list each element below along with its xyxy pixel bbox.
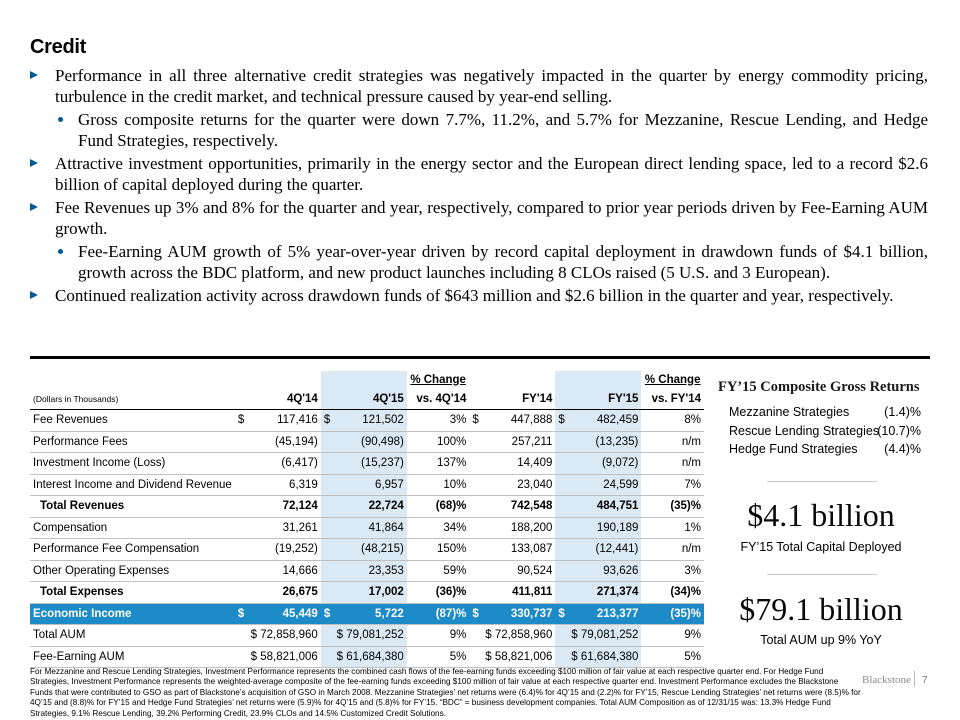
units-label: (Dollars in Thousands) — [30, 388, 235, 410]
table-cell: 8% — [641, 410, 704, 432]
bullet-text: Fee Revenues up 3% and 8% for the quarter and year, respectively, compared to prior year periods driven by Fee-Earning AUM growth. — [55, 198, 928, 238]
table-cell: 34% — [407, 517, 470, 539]
section-divider — [30, 356, 930, 359]
column-header: vs. 4Q'14 — [407, 388, 470, 410]
table-cell: (13,235) — [568, 431, 641, 453]
table-cell: 9% — [641, 625, 704, 647]
divider-line — [767, 574, 877, 575]
table-cell: n/m — [641, 431, 704, 453]
table-cell — [469, 539, 482, 561]
table-cell: 6,319 — [248, 474, 321, 496]
column-header: FY'15 — [555, 388, 641, 410]
table-cell: 411,811 — [482, 582, 555, 604]
sub-bullet-item — [30, 241, 928, 283]
bullet-list — [30, 65, 928, 308]
table-cell: (6,417) — [248, 453, 321, 475]
row-label: Total AUM — [30, 625, 235, 647]
table-cell: 121,502 — [334, 410, 407, 432]
table-cell — [555, 431, 568, 453]
total-aum-stat: $79.1 billion — [739, 591, 903, 627]
dot-bullet-icon — [58, 117, 63, 122]
bullet-text: Continued realization activity across drawdown funds of $643 million and $2.6 billion in the quarter and year, respectively. — [55, 286, 894, 305]
table-cell: $ 58,821,006 — [482, 646, 555, 668]
bullet-item — [30, 65, 928, 107]
table-cell: $ — [235, 410, 248, 432]
table-row — [30, 453, 704, 475]
table-cell — [235, 625, 248, 647]
table-cell — [235, 431, 248, 453]
table-cell — [321, 560, 334, 582]
pct-change-header: % Change — [410, 373, 466, 386]
table-cell: 484,751 — [568, 496, 641, 518]
table-cell — [235, 539, 248, 561]
table-cell: (34)% — [641, 582, 704, 604]
return-row — [729, 442, 925, 456]
table-cell: 133,087 — [482, 539, 555, 561]
table-cell: $ — [321, 603, 334, 625]
table-cell: 31,261 — [248, 517, 321, 539]
row-label: Fee Revenues — [30, 410, 235, 432]
table-cell: 23,353 — [334, 560, 407, 582]
table-cell: 190,189 — [568, 517, 641, 539]
table-cell: 72,124 — [248, 496, 321, 518]
table-cell — [321, 431, 334, 453]
table-cell — [469, 582, 482, 604]
bullet-text: Attractive investment opportunities, primarily in the energy sector and the European direct lending space, led to a record $2.6 billion of capital deployed during the quarter. — [55, 154, 928, 194]
table-cell — [555, 496, 568, 518]
footnote: For Mezzanine and Rescue Lending Strategies, Investment Performance represents the combined cash flows of the fee-earning funds exceeding $100 million of fair value at each respective quarter end. For Hedge Fund Strategies, Investment Performance represents the weighted-average composite of the fee-earning funds exceeding $100 million of fair value at each respective quarter end. Investment Performance excludes the Blackstone Funds that were contributed to GSO as part of Blackstone’s acquisition of GSO in March 2008. Mezzanine Strategies’ net returns were (6.4)% for 4Q’15 and (2.2)% for FY’15, Rescue Lending Strategies’ net returns were (8.5)% for 4Q’15 and (8.8)% for FY’15 and Hedge Fund Strategies’ net returns were (5.9)% for 4Q’15 and (5.8)% for FY’15. “BDC” = business development companies. Total AUM Composition as of 12/31/15 was: 13.3% Hedge Fund Strategies, 9.1% Rescue Lending, 39.2% Performing Credit, 23.9% CLOs and 14.5% Customized Credit Solutions. — [30, 667, 861, 718]
table-row — [30, 496, 704, 518]
table-cell: 3% — [407, 410, 470, 432]
table-cell — [555, 539, 568, 561]
table-cell: $ 61,684,380 — [334, 646, 407, 668]
table-cell: $ 58,821,006 — [248, 646, 321, 668]
table-cell: $ 72,858,960 — [482, 625, 555, 647]
page-title: Credit — [30, 36, 86, 58]
table-cell: 24,599 — [568, 474, 641, 496]
row-label: Fee-Earning AUM — [30, 646, 235, 668]
table-cell: 14,409 — [482, 453, 555, 475]
table-cell: $ 79,081,252 — [568, 625, 641, 647]
table-cell: (12,441) — [568, 539, 641, 561]
row-label: Investment Income (Loss) — [30, 453, 235, 475]
bullet-item — [30, 153, 928, 195]
table-cell — [321, 474, 334, 496]
table-cell: 271,374 — [568, 582, 641, 604]
table-cell: 5% — [407, 646, 470, 668]
table-cell — [321, 646, 334, 668]
table-cell — [555, 646, 568, 668]
table-row — [30, 560, 704, 582]
triangle-bullet-icon — [30, 203, 38, 211]
table-cell — [321, 539, 334, 561]
table-cell: $ — [469, 410, 482, 432]
table-cell — [469, 560, 482, 582]
table-cell: 447,888 — [482, 410, 555, 432]
return-row — [729, 424, 925, 438]
table-cell: $ 79,081,252 — [334, 625, 407, 647]
table-cell — [321, 582, 334, 604]
table-cell: 3% — [641, 560, 704, 582]
dot-bullet-icon — [58, 249, 63, 254]
page-number: 7 — [922, 675, 928, 686]
table-row — [30, 625, 704, 647]
capital-deployed-stat: $4.1 billion — [747, 497, 895, 533]
table-cell: (15,237) — [334, 453, 407, 475]
table-cell: 41,864 — [334, 517, 407, 539]
table-cell: 90,524 — [482, 560, 555, 582]
table-cell — [235, 453, 248, 475]
table-cell — [235, 582, 248, 604]
table-header-row — [30, 388, 704, 410]
table-cell: 22,724 — [334, 496, 407, 518]
table-cell: n/m — [641, 539, 704, 561]
row-label: Performance Fee Compensation — [30, 539, 235, 561]
table-cell — [235, 496, 248, 518]
bullet-item — [30, 197, 928, 239]
table-cell: (35)% — [641, 496, 704, 518]
table-cell — [555, 517, 568, 539]
row-label: Other Operating Expenses — [30, 560, 235, 582]
table-cell — [469, 517, 482, 539]
table-cell — [469, 646, 482, 668]
table-cell: 330,737 — [482, 603, 555, 625]
table-cell — [555, 582, 568, 604]
return-row — [729, 405, 925, 419]
table-cell: $ — [469, 603, 482, 625]
table-row — [30, 431, 704, 453]
brand-divider — [914, 671, 915, 687]
total-aum-caption: Total AUM up 9% YoY — [760, 633, 882, 647]
table-cell — [469, 474, 482, 496]
table-cell: 9% — [407, 625, 470, 647]
row-label: Compensation — [30, 517, 235, 539]
table-cell — [469, 453, 482, 475]
table-cell — [555, 560, 568, 582]
table-row — [30, 582, 704, 604]
table-cell: $ 72,858,960 — [248, 625, 321, 647]
return-value: (4.4)% — [884, 442, 921, 456]
return-label: Hedge Fund Strategies — [729, 442, 858, 456]
table-cell — [555, 453, 568, 475]
return-value: (10.7)% — [877, 424, 921, 438]
table-cell: 45,449 — [248, 603, 321, 625]
return-label: Mezzanine Strategies — [729, 405, 850, 419]
table-cell — [321, 496, 334, 518]
table-cell: $ — [321, 410, 334, 432]
table-cell: (48,215) — [334, 539, 407, 561]
table-cell: 150% — [407, 539, 470, 561]
table-cell: $ — [235, 603, 248, 625]
table-row — [30, 517, 704, 539]
table-cell: 23,040 — [482, 474, 555, 496]
return-value: (1.4)% — [884, 405, 921, 419]
table-cell — [321, 625, 334, 647]
table-cell: (87)% — [407, 603, 470, 625]
table-cell — [235, 474, 248, 496]
brand-logo: Blackstone — [862, 674, 911, 686]
table-cell: 5,722 — [334, 603, 407, 625]
table-cell: 742,548 — [482, 496, 555, 518]
table-cell: 26,675 — [248, 582, 321, 604]
table-cell — [469, 496, 482, 518]
table-cell — [235, 517, 248, 539]
table-cell: 7% — [641, 474, 704, 496]
table-cell — [321, 517, 334, 539]
table-cell: $ — [555, 603, 568, 625]
table-cell — [235, 646, 248, 668]
table-row — [30, 539, 704, 561]
table-cell: (45,194) — [248, 431, 321, 453]
table-cell: 1% — [641, 517, 704, 539]
table-cell: 482,459 — [568, 410, 641, 432]
table-row — [30, 410, 704, 432]
triangle-bullet-icon — [30, 291, 38, 299]
table-cell: (35)% — [641, 603, 704, 625]
returns-title: FY’15 Composite Gross Returns — [718, 379, 920, 395]
column-header: FY'14 — [469, 388, 555, 410]
triangle-bullet-icon — [30, 71, 38, 79]
table-row — [30, 603, 704, 625]
table-cell: (9,072) — [568, 453, 641, 475]
table-cell: (90,498) — [334, 431, 407, 453]
table-cell: 17,002 — [334, 582, 407, 604]
bullet-item — [30, 285, 928, 306]
table-cell: n/m — [641, 453, 704, 475]
table-cell: (36)% — [407, 582, 470, 604]
divider-line — [767, 481, 877, 482]
bullet-text: Performance in all three alternative credit strategies was negatively impacted in the quarter by energy commodity pricing, turbulence in the credit market, and technical pressure caused by year-end selling. — [55, 66, 928, 106]
table-cell: $ 61,684,380 — [568, 646, 641, 668]
table-cell: 188,200 — [482, 517, 555, 539]
row-label: Economic Income — [30, 603, 235, 625]
table-cell: 59% — [407, 560, 470, 582]
table-cell: 257,211 — [482, 431, 555, 453]
table-cell: (19,252) — [248, 539, 321, 561]
table-row — [30, 474, 704, 496]
column-header: 4Q'15 — [321, 388, 407, 410]
table-cell — [321, 453, 334, 475]
triangle-bullet-icon — [30, 159, 38, 167]
table-cell: 10% — [407, 474, 470, 496]
column-header: vs. FY'14 — [641, 388, 704, 410]
bullet-text: Fee-Earning AUM growth of 5% year-over-year driven by record capital deployment in drawdown funds of $4.1 billion, growth across the BDC platform, and new product launches including 8 CLOs raised (5 U.S. and 3 European). — [78, 242, 928, 282]
capital-deployed-caption: FY’15 Total Capital Deployed — [740, 540, 902, 554]
table-cell — [235, 560, 248, 582]
bullet-text: Gross composite returns for the quarter were down 7.7%, 11.2%, and 5.7% for Mezzanine, Rescue Lending, and Hedge Fund Strategies, respectively. — [78, 110, 928, 150]
table-cell: 100% — [407, 431, 470, 453]
sub-bullet-item — [30, 109, 928, 151]
return-label: Rescue Lending Strategies — [729, 424, 880, 438]
table-cell: 213,377 — [568, 603, 641, 625]
table-cell — [469, 431, 482, 453]
table-cell: 137% — [407, 453, 470, 475]
row-label: Interest Income and Dividend Revenue — [30, 474, 235, 496]
pct-change-header: % Change — [644, 373, 701, 386]
row-label: Total Expenses — [30, 582, 235, 604]
table-cell: 5% — [641, 646, 704, 668]
table-cell: $ — [555, 410, 568, 432]
table-cell: 6,957 — [334, 474, 407, 496]
table-cell: 14,666 — [248, 560, 321, 582]
table-header-row — [30, 371, 704, 388]
column-header: 4Q'14 — [235, 388, 321, 410]
table-row — [30, 646, 704, 668]
table-cell — [555, 474, 568, 496]
table-cell — [469, 625, 482, 647]
row-label: Total Revenues — [30, 496, 235, 518]
table-cell: (68)% — [407, 496, 470, 518]
table-cell: 117,416 — [248, 410, 321, 432]
financial-table — [30, 371, 704, 668]
table-cell: 93,626 — [568, 560, 641, 582]
table-cell — [555, 625, 568, 647]
row-label: Performance Fees — [30, 431, 235, 453]
